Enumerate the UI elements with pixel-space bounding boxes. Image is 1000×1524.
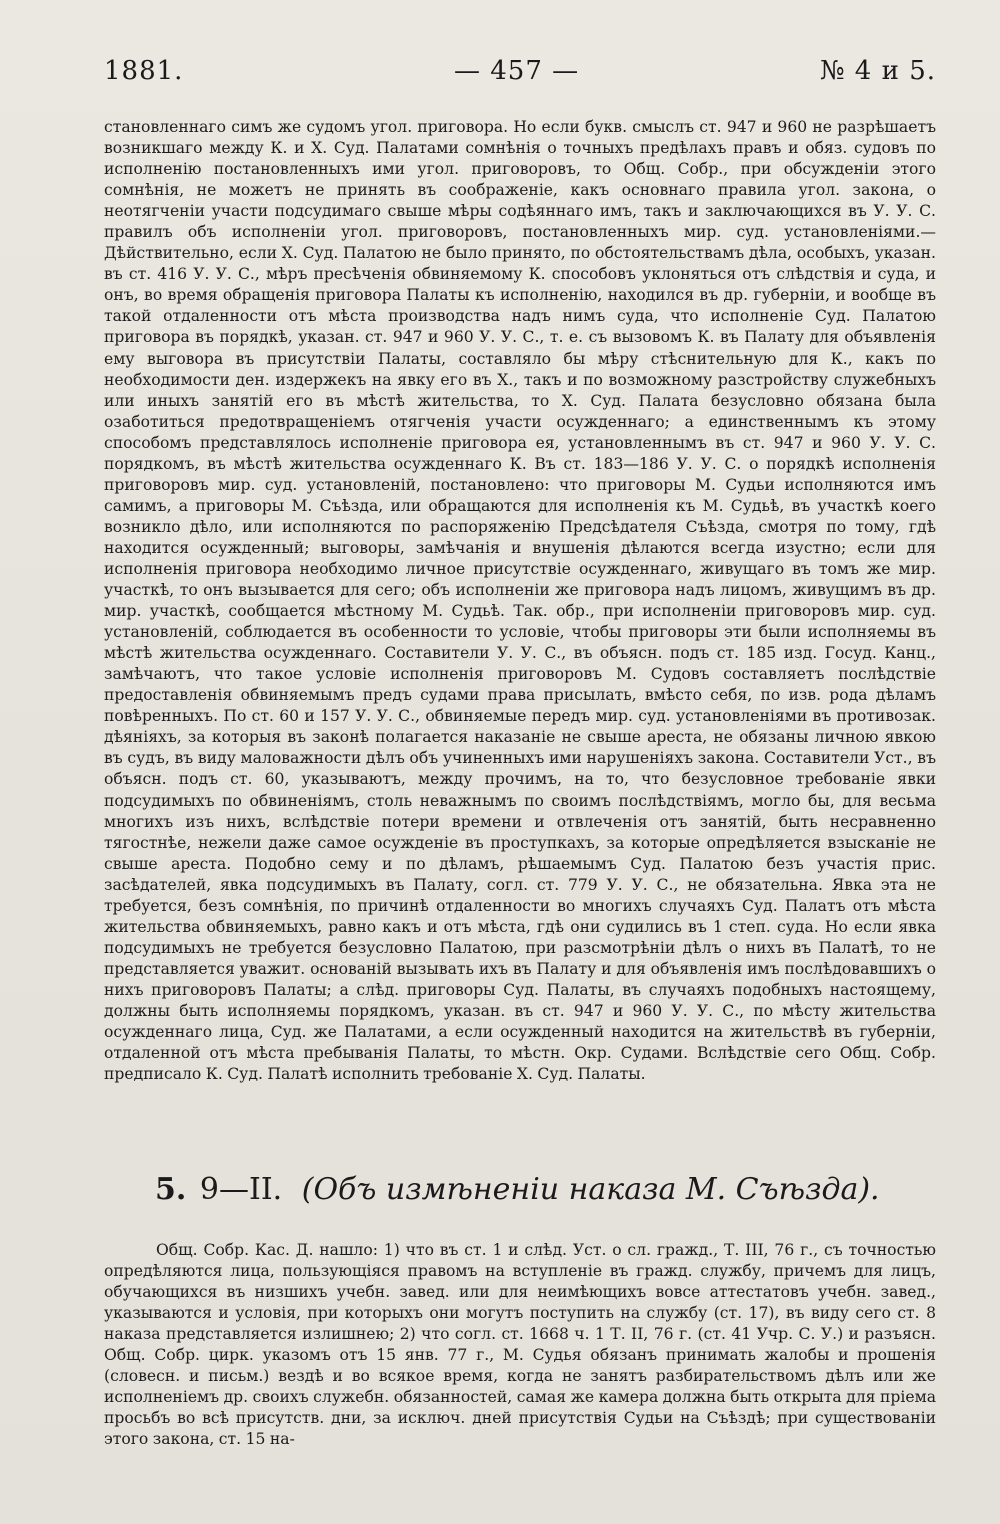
body-paragraph-2: Общ. Собр. Кас. Д. нашло: 1) что въ ст. 1 и слѣд. Уст. о сл. гражд., Т. III, 76 г., съ точностью опредѣляются лица, пользующіяся правомъ на вступленіе въ гражд. службу, причемъ для лицъ, обучающихся въ низшихъ учебн. завед. или для неимѣющихъ вовсе аттестатовъ учебн. завед., указываются и условія, при которыхъ они могутъ поступить на службу (ст. 17), въ виду сего ст. 8 наказа представляется излишнею; 2) что согл. ст. 1668 ч. 1 Т. II, 76 г. (ст. 41 Учр. С. У.) и разъясн. Общ. Собр. цирк. указомъ отъ 15 янв. 77 г., М. Судья обязанъ принимать жалобы и прошенія (словесн. и письм.) вездѣ и во всякое время, когда не занятъ разбирательствомъ дѣлъ или же исполненіемъ др. своихъ служебн. обязанностей, самая же камера должна быть открыта для пріема просьбъ во всѣ присутств. дни, за исключ. дней присутствія Судьи на Съѣздѣ; при существованіи этого закона, ст. 15 на- xyxy=(104,1241,936,1449)
section-title: (Объ измѣненіи наказа М. Съѣзда). xyxy=(301,1172,880,1207)
header-year: 1881. xyxy=(104,56,184,86)
header-issue-number: № 4 и 5. xyxy=(819,56,936,86)
section-heading xyxy=(155,1172,935,1216)
body-paragraph-1: становленнаго симъ же судомъ угол. приговора. Но если букв. смыслъ ст. 947 и 960 не разрѣшаетъ возникшаго между К. и Х. Суд. Палатами сомнѣнія о точныхъ предѣлахъ правъ и обяз. судовъ по исполненію постановленныхъ ими угол. приговоровъ, то Общ. Собр., при обсужденіи этого сомнѣнія, не можетъ не принять въ соображеніе, какъ основнаго правила угол. закона, о неотягченіи участи подсудимаго свыше мѣры содѣяннаго имъ, такъ и заключающихся въ У. У. С. правилъ объ исполненіи угол. приговоровъ, постановленныхъ мир. суд. установленіями.—Дѣйствительно, если Х. Суд. Палатою не было принято, по обстоятельствамъ дѣла, особыхъ, указан. въ ст. 416 У. У. С., мѣръ пресѣченія обвиняемому К. способовъ уклоняться отъ слѣдствія и суда, и онъ, во время обращенія приговора Палаты къ исполненію, находился въ др. губерніи, и вообще въ такой отдаленности отъ мѣста производства надъ нимъ суда, что исполненіе Суд. Палатою приговора въ порядкѣ, указан. ст. 947 и 960 У. У. С., т. е. съ вызовомъ К. въ Палату для объявленія ему выговора въ присутствіи Палаты, составляло бы мѣру стѣснительную для К., какъ по необходимости ден. издержекъ на явку его въ Х., такъ и по возможному разстройству служебныхъ или иныхъ занятій его въ мѣстѣ жительства, то Х. Суд. Палата безусловно обязана была озаботиться предотвращеніемъ отягченія участи осужденнаго; а единственнымъ къ этому способомъ представлялось исполненіе приговора ея, установленнымъ въ ст. 947 и 960 У. У. С. порядкомъ, въ мѣстѣ жительства осужденнаго К. Въ ст. 183—186 У. У. С. о порядкѣ исполненія приговоровъ мир. суд. установленій, постановлено: что приговоры М. Судьи исполняются имъ самимъ, а приговоры М. Съѣзда, или обращаются для исполненія къ М. Судьѣ, въ участкѣ коего возникло дѣло, или исполняются по распоряженію Предсѣдателя Съѣзда, смотря по тому, гдѣ находится осужденный; выговоры, замѣчанія и внушенія дѣлаются всегда изустно; если для исполненія приговора необходимо личное присутствіе осужденнаго, живущаго въ томъ же мир. участкѣ, то онъ вызывается для сего; объ исполненіи же приговора надъ лицомъ, живущимъ въ др. мир. участкѣ, сообщается мѣстному М. Судьѣ. Так. обр., при исполненіи приговоровъ мир. суд. установленій, соблюдается въ особенности то условіе, чтобы приговоры эти были исполняемы въ мѣстѣ жительства осужденнаго. Составители У. У. С., въ объясн. подъ ст. 185 изд. Госуд. Канц., замѣчаютъ, что такое условіе исполненія приговоровъ М. Судовъ составляетъ послѣдствіе предоставленія обвиняемымъ предъ судами права присылать, вмѣсто себя, по изв. рода дѣламъ повѣренныхъ. По ст. 60 и 157 У. У. С., обвиняемые передъ мир. суд. установленіями въ противозак. дѣяніяхъ, за которыя въ законѣ полагается наказаніе не свыше ареста, не обязаны личною явкою въ судъ, въ виду маловажности дѣлъ объ учиненныхъ ими нарушеніяхъ закона. Составители Уст., въ объясн. подъ ст. 60, указываютъ, между прочимъ, на то, что безусловное требованіе явки подсудимыхъ по обвиненіямъ, столь неважнымъ по своимъ послѣдствіямъ, могло бы, для весьма многихъ изъ нихъ, вслѣдствіе потери времени и отвлеченія отъ занятій, быть несравненно тягостнѣе, нежели даже самое осужденіе въ проступкахъ, за которые опредѣляется взысканіе не свыше ареста. Подобно сему и по дѣламъ, рѣшаемымъ Суд. Палатою безъ участія прис. засѣдателей, явка подсудимыхъ въ Палату, согл. ст. 779 У. У. С., не обязательна. Явка эта не требуется, безъ сомнѣнія, по причинѣ отдаленности во многихъ случаяхъ Суд. Палатъ отъ мѣста жительства обвиняемыхъ, равно какъ и отъ мѣста, гдѣ они судились въ 1 степ. суда. Но если явка подсудимыхъ не требуется безусловно Палатою, при разсмотрѣніи дѣлъ о нихъ въ Палатѣ, то не представляется уважит. основаній вызывать ихъ въ Палату и для объявленія имъ послѣдовавшихъ о нихъ приговоровъ Палаты; а слѣд. приговоры Суд. Палаты, въ случаяхъ подобныхъ настоящему, должны быть исполняемы порядкомъ, указан. въ ст. 947 и 960 У. У. С., по мѣсту жительства осужденнаго лица, Суд. же Палатами, а если осужденный находится на жительствѣ въ губерніи, отдаленной отъ мѣста пребыванія Палаты, то мѣстн. Окр. Судами. Вслѣдствіе сего Общ. Собр. предписало К. Суд. Палатѣ исполнить требованіе Х. Суд. Палаты. xyxy=(104,118,936,1084)
section-number: 5. xyxy=(155,1172,187,1207)
header-page-number: — 457 — xyxy=(454,56,580,86)
page-header xyxy=(104,56,936,96)
section-date: 9—II. xyxy=(199,1172,283,1207)
